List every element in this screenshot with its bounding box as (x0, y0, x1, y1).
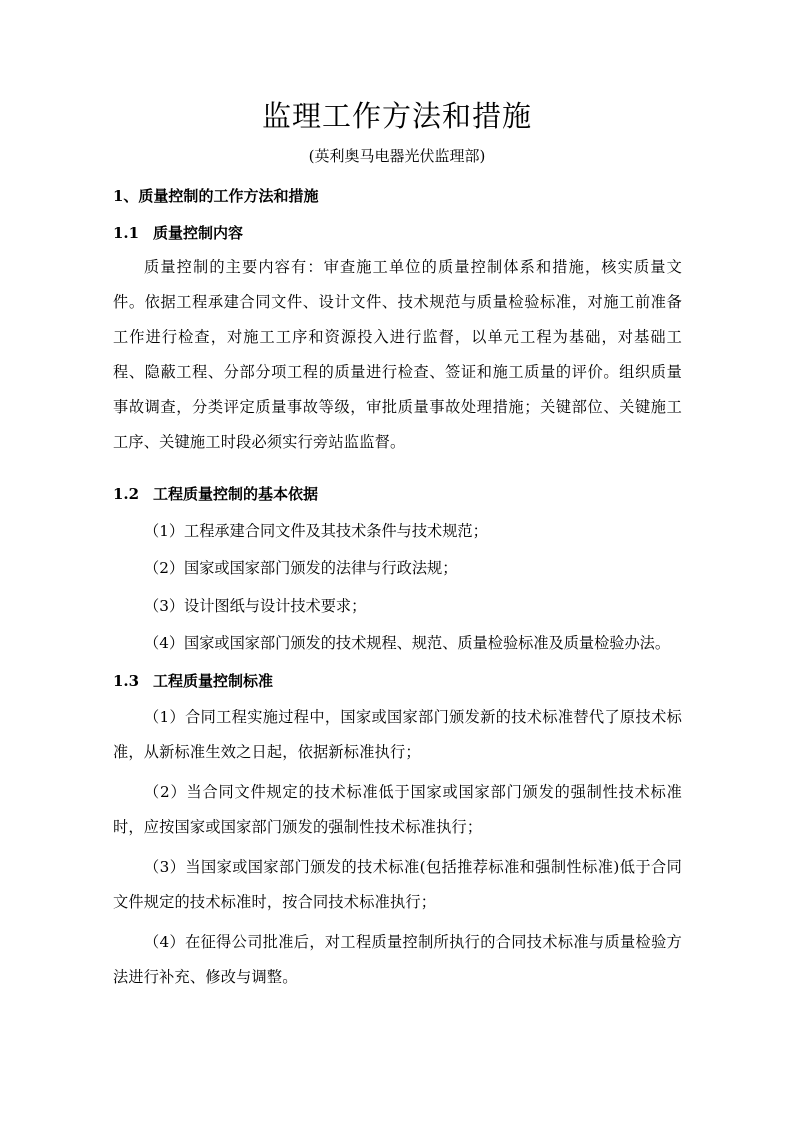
document-subtitle: (英利奥马电器光伏监理部) (308, 147, 486, 165)
standard-paragraph: （3）当国家或国家部门颁发的技术标准(包括推荐标准和强制性标准)低于合同文件规定的技术标准时，按合同技术标准执行； (113, 858, 682, 911)
basis-item: （3）设计图纸与设计技术要求； (144, 597, 367, 615)
basis-item: （1）工程承建合同文件及其技术条件与技术规范； (144, 522, 488, 540)
section-1-1-heading (113, 221, 243, 245)
section-1-1-body: 质量控制的主要内容有：审查施工单位的质量控制体系和措施，核实质量文件。依据工程承建合同文件、设计文件、技术规范与质量检验标准，对施工前准备工作进行检查，对施工工序和资源投入进行监督，以单元工程为基础，对基础工程、隐蔽工程、分部分项工程的质量进行检查、签证和施工质量的评价。组织质量事故调查，分类评定质量事故等级，审批质量事故处理措施；关键部位、关键施工工序、关键施工时段必须实行旁站监监督。 (113, 258, 682, 451)
standard-paragraph: （2）当合同文件规定的技术标准低于国家或国家部门颁发的强制性技术标准时，应按国家或国家部门颁发的强制性技术标准执行； (113, 783, 682, 836)
section-1-heading-text: 1、质量控制的工作方法和措施 (113, 187, 319, 205)
section-1-2-number: 1.2 (113, 485, 140, 503)
section-1-2-heading (113, 482, 318, 506)
basis-item: （4）国家或国家部门颁发的技术规程、规范、质量检验标准及质量检验办法。 (144, 634, 671, 652)
document-title: 监理工作方法和措施 (261, 99, 532, 133)
section-1-heading (113, 184, 318, 208)
basis-item: （2）国家或国家部门颁发的法律与行政法规； (144, 559, 458, 577)
standard-paragraph: （1）合同工程实施过程中，国家或国家部门颁发新的技术标准替代了原技术标准，从新标准生效之日起，依据新标准执行； (113, 708, 682, 761)
section-1-3-heading (113, 669, 273, 693)
section-1-1-title: 质量控制内容 (153, 224, 244, 242)
section-1-1-number: 1.1 (113, 224, 140, 242)
section-1-3-title: 工程质量控制标准 (153, 672, 274, 690)
section-1-3-number: 1.3 (113, 672, 140, 690)
section-1-2-title: 工程质量控制的基本依据 (153, 485, 319, 503)
standard-paragraph: （4）在征得公司批准后，对工程质量控制所执行的合同技术标准与质量检验方法进行补充、修改与调整。 (113, 933, 682, 986)
